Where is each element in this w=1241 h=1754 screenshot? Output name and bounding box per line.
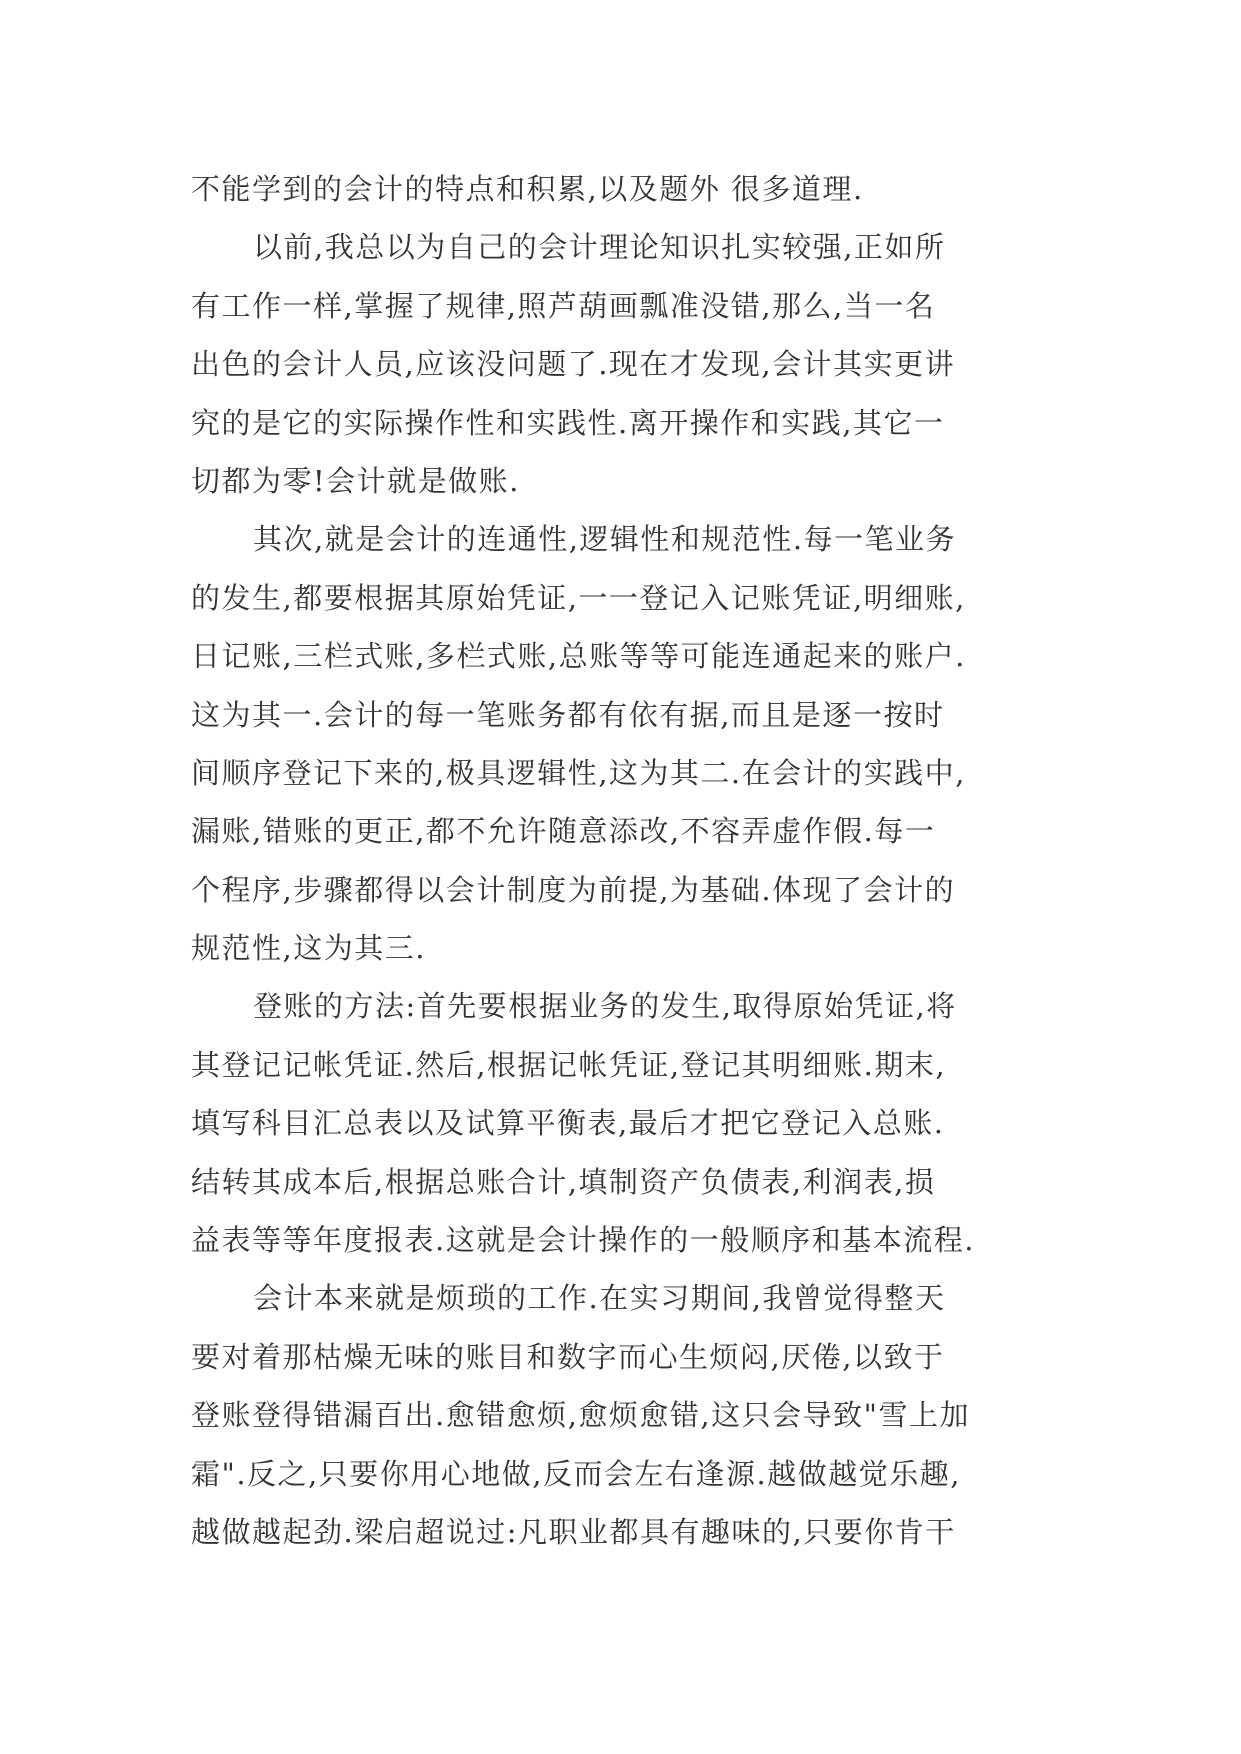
text-line: 出色的会计人员,应该没问题了.现在才发现,会计其实更讲 <box>191 347 956 382</box>
text-line: 间顺序登记下来的,极具逻辑性,这为其二.在会计的实践中, <box>191 755 966 790</box>
text-line: 究的是它的实际操作性和实践性.离开操作和实践,其它一 <box>191 405 945 440</box>
text-line: 登账的方法:首先要根据业务的发生,取得原始凭证,将 <box>253 989 957 1024</box>
text-line: 越做越起劲.梁启超说过:凡职业都具有趣味的,只要你肯干 <box>191 1514 956 1549</box>
text-line: 要对着那枯燥无味的账目和数字而心生烦闷,厌倦,以致于 <box>191 1339 945 1374</box>
text-line: 其次,就是会计的连通性,逻辑性和规范性.每一笔业务 <box>253 522 957 557</box>
text-line: 有工作一样,掌握了规律,照芦葫画瓢准没错,那么,当一名 <box>191 288 936 323</box>
paragraph-connectivity-logic-standards <box>191 510 1053 977</box>
text-line: 日记账,三栏式账,多栏式账,总账等等可能连通起来的账户. <box>191 639 966 674</box>
text-line: 结转其成本后,根据总账合计,填制资产负债表,利润表,损 <box>191 1164 936 1199</box>
paragraph-tedious-work <box>191 1269 1053 1561</box>
text-line: 登账登得错漏百出.愈错愈烦,愈烦愈错,这只会导致"雪上加 <box>191 1398 970 1433</box>
text-line: 会计本来就是烦琐的工作.在实习期间,我曾觉得整天 <box>253 1281 946 1316</box>
document-body <box>191 160 1053 1561</box>
paragraph-theory-vs-practice <box>191 218 1053 510</box>
text-line: 填写科目汇总表以及试算平衡表,最后才把它登记入总账. <box>191 1106 945 1141</box>
text-line: 其登记记帐凭证.然后,根据记帐凭证,登记其明细账.期末, <box>191 1047 947 1082</box>
text-line: 霜".反之,只要你用心地做,反而会左右逢源.越做越觉乐趣, <box>191 1456 961 1491</box>
paragraph-continuation <box>191 160 1053 218</box>
text-line: 益表等等年度报表.这就是会计操作的一般顺序和基本流程. <box>191 1223 975 1258</box>
paragraph-bookkeeping-method <box>191 977 1053 1269</box>
text-line: 切都为零!会计就是做账. <box>191 463 520 498</box>
text-line: 个程序,步骤都得以会计制度为前提,为基础.体现了会计的 <box>191 872 956 907</box>
text-line: 规范性,这为其三. <box>191 931 426 966</box>
text-line: 漏账,错账的更正,都不允许随意添改,不容弄虚作假.每一 <box>191 814 936 849</box>
text-line: 以前,我总以为自己的会计理论知识扎实较强,正如所 <box>253 230 946 265</box>
text-line: 这为其一.会计的每一笔账务都有依有据,而且是逐一按时 <box>191 697 945 732</box>
text-line: 的发生,都要根据其原始凭证,一一登记入记账凭证,明细账, <box>191 580 966 615</box>
text-line: 不能学到的会计的特点和积累,以及题外 很多道理. <box>191 172 864 206</box>
